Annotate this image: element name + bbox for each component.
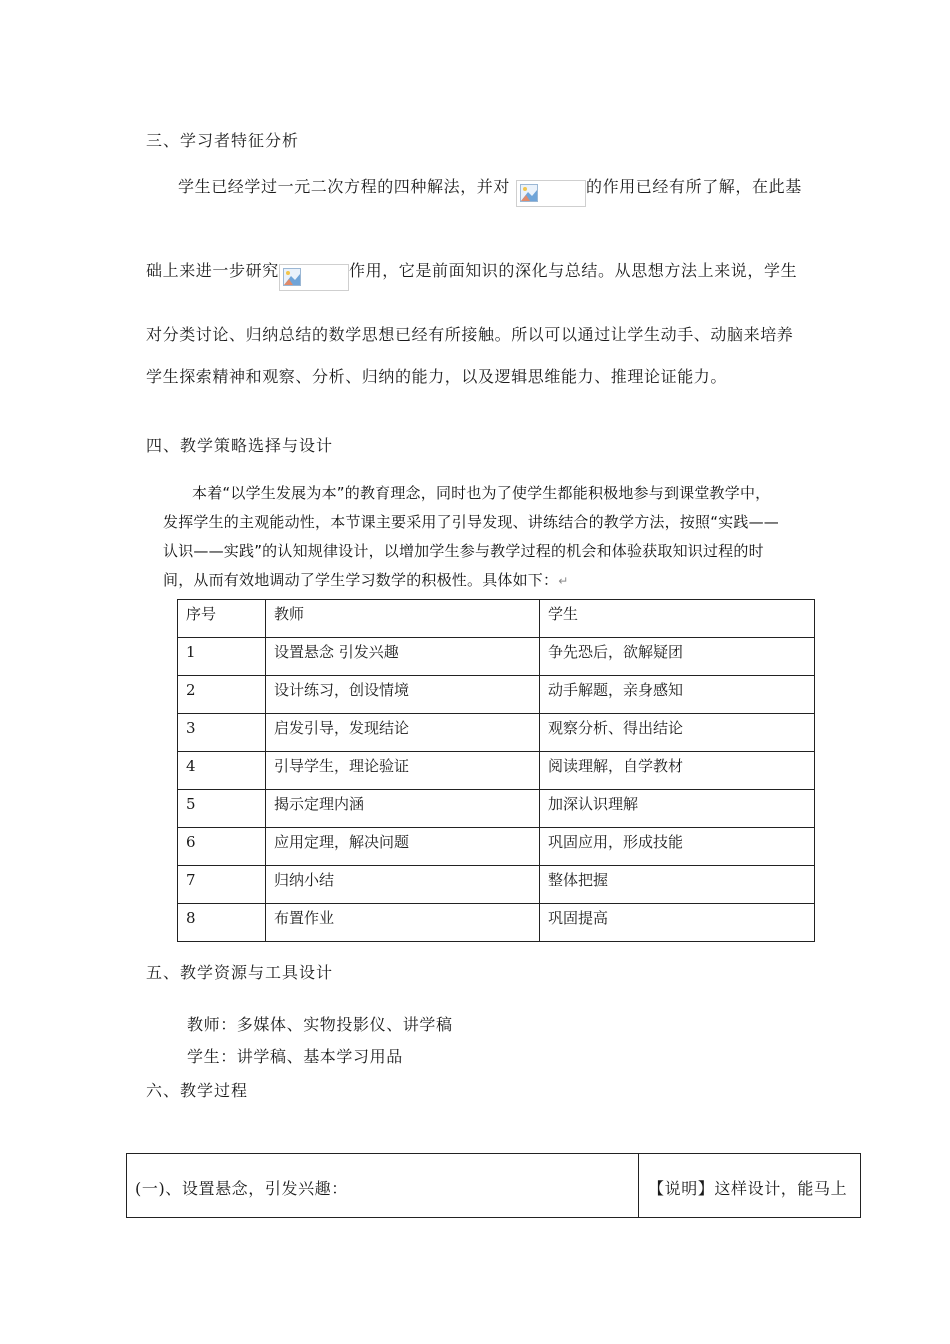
- table-cell: 归纳小结: [266, 866, 540, 904]
- table-cell: 启发引导，发现结论: [266, 714, 540, 752]
- section5-heading: 五、教学资源与工具设计: [146, 963, 334, 982]
- table-header-cell: 学生: [540, 600, 815, 638]
- table-cell: 巩固应用，形成技能: [540, 828, 815, 866]
- process-step-title: (一)、设置悬念，引发兴趣：: [135, 1179, 348, 1198]
- process-note: 【说明】这样设计，能马上: [648, 1179, 848, 1198]
- process-table: [126, 1153, 861, 1218]
- table-header-cell: 教师: [266, 600, 540, 638]
- broken-image-icon: [283, 268, 301, 286]
- scan-paragraph-line: 本着“以学生发展为本”的教育理念，同时也为了使学生都能积极地参与到课堂教学中，: [192, 484, 771, 502]
- table-row: [178, 714, 815, 752]
- return-mark: ↵: [558, 574, 569, 588]
- formula-image-placeholder: [516, 180, 586, 207]
- table-cell: 加深认识理解: [540, 790, 815, 828]
- table-cell: 3: [178, 714, 266, 752]
- table-cell: 观察分析、得出结论: [540, 714, 815, 752]
- student-resources: 学生：讲学稿、基本学习用品: [187, 1047, 403, 1066]
- section3-line3: 对分类讨论、归纳总结的数学思想已经有所接触。所以可以通过让学生动手、动脑来培养: [146, 325, 794, 344]
- section3-line2-b: 作用，它是前面知识的深化与总结。从思想方法上来说，学生: [349, 261, 798, 280]
- table-cell: 动手解题，亲身感知: [540, 676, 815, 714]
- table-cell: 布置作业: [266, 904, 540, 942]
- strategy-table: [177, 599, 815, 942]
- table-cell: 巩固提高: [540, 904, 815, 942]
- table-row: [178, 866, 815, 904]
- table-header-row: [178, 600, 815, 638]
- table-cell: 6: [178, 828, 266, 866]
- table-cell: 5: [178, 790, 266, 828]
- formula-image-placeholder: [279, 264, 349, 291]
- column-divider: [638, 1154, 639, 1217]
- section3-line4: 学生探索精神和观察、分析、归纳的能力，以及逻辑思维能力、推理论证能力。: [146, 367, 728, 386]
- table-cell: 阅读理解，自学教材: [540, 752, 815, 790]
- section3-line2-a: 础上来进一步研究: [146, 261, 279, 280]
- table-row: [178, 790, 815, 828]
- table-row: [178, 904, 815, 942]
- section4-heading: 四、教学策略选择与设计: [146, 436, 334, 455]
- table-cell: 揭示定理内涵: [266, 790, 540, 828]
- table-row: [178, 676, 815, 714]
- section3-line1-b: 的作用已经有所了解，在此基: [586, 177, 802, 196]
- table-header-cell: 序号: [178, 600, 266, 638]
- table-cell: 8: [178, 904, 266, 942]
- section3-heading: 三、学习者特征分析: [146, 131, 300, 150]
- broken-image-icon: [520, 184, 538, 202]
- section6-heading: 六、教学过程: [146, 1081, 249, 1100]
- table-cell: 应用定理，解决问题: [266, 828, 540, 866]
- table-cell: 4: [178, 752, 266, 790]
- table-cell: 7: [178, 866, 266, 904]
- scan-paragraph-line: [163, 569, 568, 590]
- table-cell: 争先恐后，欲解疑团: [540, 638, 815, 676]
- table-cell: 设计练习，创设情境: [266, 676, 540, 714]
- table-row: [178, 638, 815, 676]
- section3-line1-a: 学生已经学过一元二次方程的四种解法，并对: [178, 177, 511, 196]
- table-cell: 整体把握: [540, 866, 815, 904]
- table-cell: 引导学生，理论验证: [266, 752, 540, 790]
- scan-paragraph-line: 认识——实践”的认知规律设计，以增加学生参与教学过程的机会和体验获取知识过程的时: [163, 542, 764, 560]
- scan-paragraph-text: 间，从而有效地调动了学生学习数学的积极性。具体如下：: [163, 571, 559, 589]
- table-cell: 1: [178, 638, 266, 676]
- teacher-resources: 教师：多媒体、实物投影仪、讲学稿: [187, 1015, 453, 1034]
- table-cell: 2: [178, 676, 266, 714]
- table-cell: 设置悬念 引发兴趣: [266, 638, 540, 676]
- table-row: [178, 828, 815, 866]
- scan-paragraph-line: 发挥学生的主观能动性，本节课主要采用了引导发现、讲练结合的教学方法，按照“实践——: [163, 513, 779, 531]
- table-row: [178, 752, 815, 790]
